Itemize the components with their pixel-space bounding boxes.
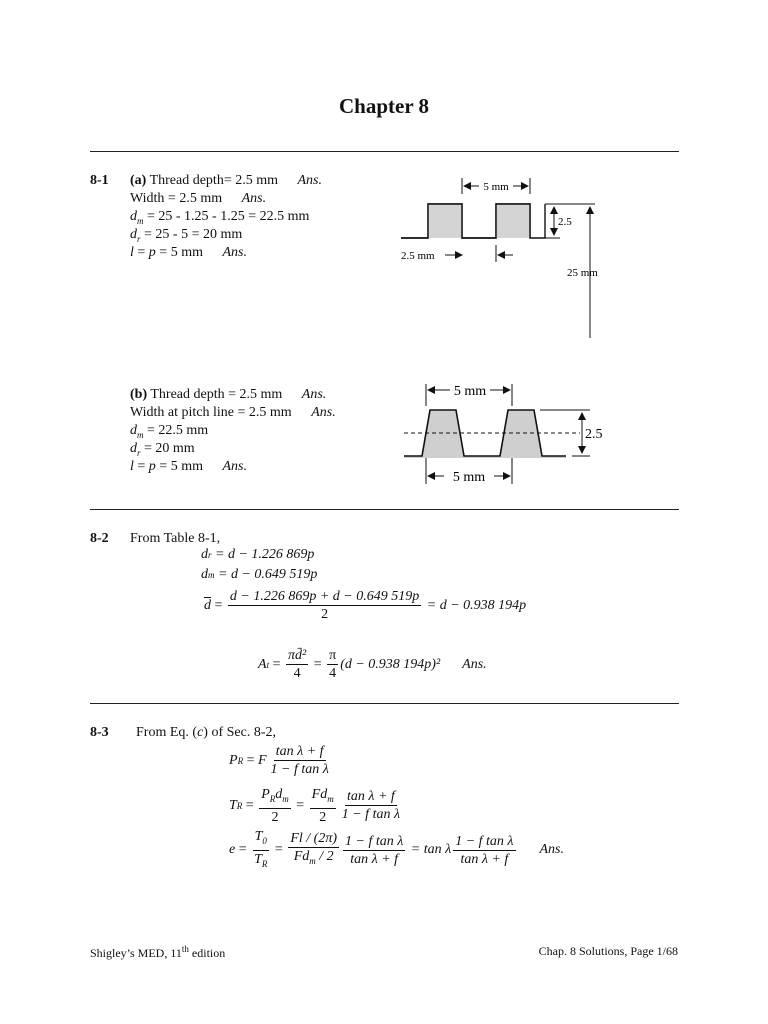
p81a-dm: $d_m = 25 - 1.25 - 1.25 = 22.5$ mm — [130, 209, 310, 226]
p81b-lead: l = p = 5 mm Ans. — [130, 459, 247, 474]
p81a-lead: l = p = 5 mm Ans. — [130, 245, 247, 260]
footer-book: Shigley’s MED, 11th edition — [90, 944, 226, 960]
page-title: Chapter 8 — [338, 94, 430, 118]
pitch-top-label: 5 mm — [453, 384, 487, 399]
eq-dr: d r = d − 1.226 869p — [201, 547, 315, 562]
p81b-dr: $d_r = 20$ mm — [130, 441, 195, 458]
p81a-width: Width = 2.5 mm Ans. — [130, 191, 267, 206]
eq-raise-force: P R = F $\frac{\text{tan λ + f}}{\text{1 − f tan λ}}$ — [229, 744, 329, 777]
p82-intro: From Table 8-1, — [130, 531, 221, 546]
diameter-label: 25 mm — [567, 267, 598, 279]
footer-page: Chap. 8 Solutions, Page 1/68 — [538, 944, 678, 958]
part-label-a: (a) — [130, 173, 147, 188]
divider — [90, 509, 679, 510]
eq-dbar: $\overline{d}$ = $\frac{d - 1.226 869p + d - 0.649 519p}{2}$ = d − 0.938 194p — [204, 589, 527, 622]
p83-intro: From Eq. (c) of Sec. 8-2, — [136, 725, 276, 740]
p81a-dr: $d_r = 25 - 5 = 20$ mm — [130, 227, 243, 244]
problem-number-8-3: 8-3 — [90, 725, 109, 740]
p81b-thread-depth: (b) Thread depth = 2.5 mm Ans. — [130, 387, 327, 402]
depth-label: 2.5 — [558, 216, 572, 228]
acme-thread-figure — [400, 376, 620, 491]
divider — [90, 703, 679, 704]
problem-number-8-2: 8-2 — [90, 531, 109, 546]
p81b-width: Width at pitch line = 2.5 mm Ans. — [130, 405, 336, 420]
problem-number-8-1: 8-1 — [90, 173, 109, 188]
pitch-bottom-label: 5 mm — [452, 470, 486, 485]
width-label: 2.5 mm — [401, 250, 435, 262]
eq-efficiency: e = $\frac{T_0}{T_R}$ = $\frac{Fl / (2\pi)}{Fd_m / 2}$ $\frac{\text{1 − f tan λ}}{\text{tan λ + f}}$ = tan λ $\frac{\text{1 − f tan λ}}{\text{tan λ + f}}$ Ans. — [229, 829, 564, 869]
depth-label-b: 2.5 — [585, 427, 603, 442]
square-thread-figure — [395, 170, 615, 345]
eq-raise-torque: T R = $\frac{P_Rd_m}{2}$ = $\frac{Fd_m}{2}$ $\frac{\text{tan λ + f}}{\text{1 − f tan λ}}$ — [229, 787, 401, 825]
pitch-label: 5 mm — [483, 181, 509, 193]
eq-tensile-area: A t = $\frac{\text{πd̄²}}{4}$ = $\frac{\pi}{4}$ (d − 0.938 194p)² Ans. — [258, 648, 487, 681]
p81a-thread-depth: (a) Thread depth= 2.5 mm Ans. — [130, 173, 322, 188]
eq-dm: d m = d − 0.649 519p — [201, 567, 318, 582]
divider — [90, 151, 679, 152]
part-label-b: (b) — [130, 387, 148, 402]
p81b-dm: $d_m = 22.5$ mm — [130, 423, 209, 440]
